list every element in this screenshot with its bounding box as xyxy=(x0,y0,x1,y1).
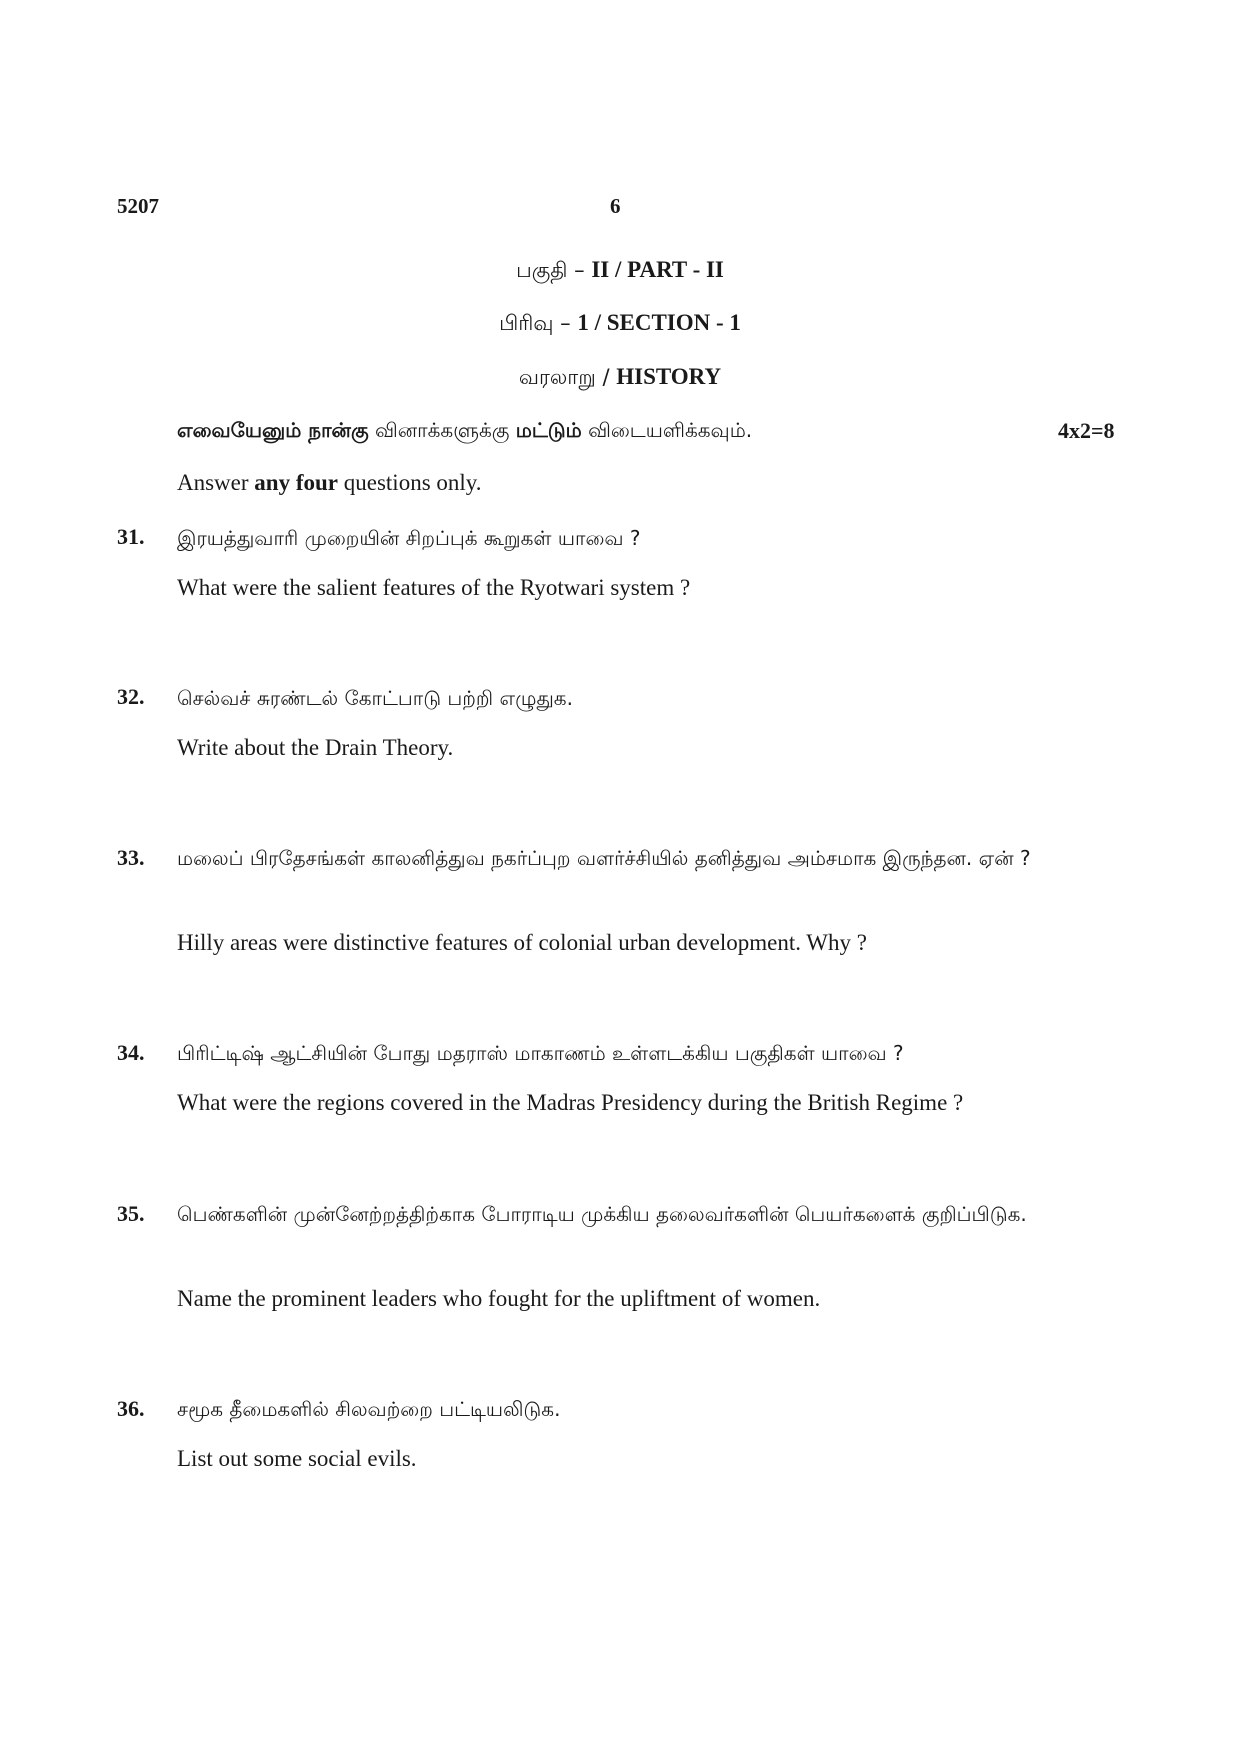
instruction-tamil xyxy=(177,418,752,445)
question-tamil: பெண்களின் முன்னேற்றத்திற்காக போராடிய முக்கிய தலைவர்களின் பெயர்களைக் குறிப்பிடுக. xyxy=(177,1202,1027,1226)
instruction-tamil-bold-2: மட்டும் xyxy=(515,418,582,442)
section-heading-tamil: பிரிவு – xyxy=(499,311,578,335)
instruction-tamil-mid: வினாக்களுக்கு xyxy=(368,418,516,442)
instruction-english-bold: any four xyxy=(254,470,338,495)
question-tamil: சமூக தீமைகளில் சிலவற்றை பட்டியலிடுக. xyxy=(177,1397,561,1421)
part-heading-tamil: பகுதி – xyxy=(516,258,592,282)
page-number: 6 xyxy=(610,194,621,218)
section-heading-english: 1 / SECTION - 1 xyxy=(577,310,741,335)
section-heading xyxy=(0,310,1240,338)
question-number: 34. xyxy=(117,1040,145,1065)
instruction-english-pre: Answer xyxy=(177,470,255,495)
question-tamil: பிரிட்டிஷ் ஆட்சியின் போது மதராஸ் மாகாணம் உள்ளடக்கிய பகுதிகள் யாவை ? xyxy=(177,1041,904,1065)
question-tamil: மலைப் பிரதேசங்கள் காலனித்துவ நகர்ப்புற வளர்ச்சியில் தனித்துவ அம்சமாக இருந்தன. ஏன் ? xyxy=(177,846,1031,870)
instruction-tamil-end: விடையளிக்கவும். xyxy=(581,418,753,442)
part-heading xyxy=(0,257,1240,285)
marks-allocation: 4x2=8 xyxy=(1058,418,1115,443)
subject-heading xyxy=(0,364,1240,392)
question-tamil: இரயத்துவாரி முறையின் சிறப்புக் கூறுகள் யாவை ? xyxy=(177,526,641,550)
paper-code: 5207 xyxy=(117,194,159,218)
question-english: What were the salient features of the Ryotwari system ? xyxy=(177,575,691,600)
question-english: Name the prominent leaders who fought for the upliftment of women. xyxy=(177,1286,821,1311)
question-number: 31. xyxy=(117,524,145,549)
question-english: What were the regions covered in the Madras Presidency during the British Regime ? xyxy=(177,1090,964,1115)
subject-heading-tamil: வரலாறு / xyxy=(518,365,617,389)
instruction-english xyxy=(177,470,482,496)
question-english: Hilly areas were distinctive features of colonial urban development. Why ? xyxy=(177,930,867,955)
question-number: 35. xyxy=(117,1201,145,1226)
question-number: 32. xyxy=(117,684,145,709)
part-heading-english: II / PART - II xyxy=(591,257,724,282)
question-english: List out some social evils. xyxy=(177,1446,417,1471)
question-tamil: செல்வச் சுரண்டல் கோட்பாடு பற்றி எழுதுக. xyxy=(177,686,573,710)
question-number: 36. xyxy=(117,1396,145,1421)
subject-heading-english: HISTORY xyxy=(616,364,722,389)
instruction-tamil-bold-1: எவையேனும் நான்கு xyxy=(177,418,369,442)
question-number: 33. xyxy=(117,845,145,870)
question-english: Write about the Drain Theory. xyxy=(177,735,454,760)
instruction-english-post: questions only. xyxy=(338,470,482,495)
